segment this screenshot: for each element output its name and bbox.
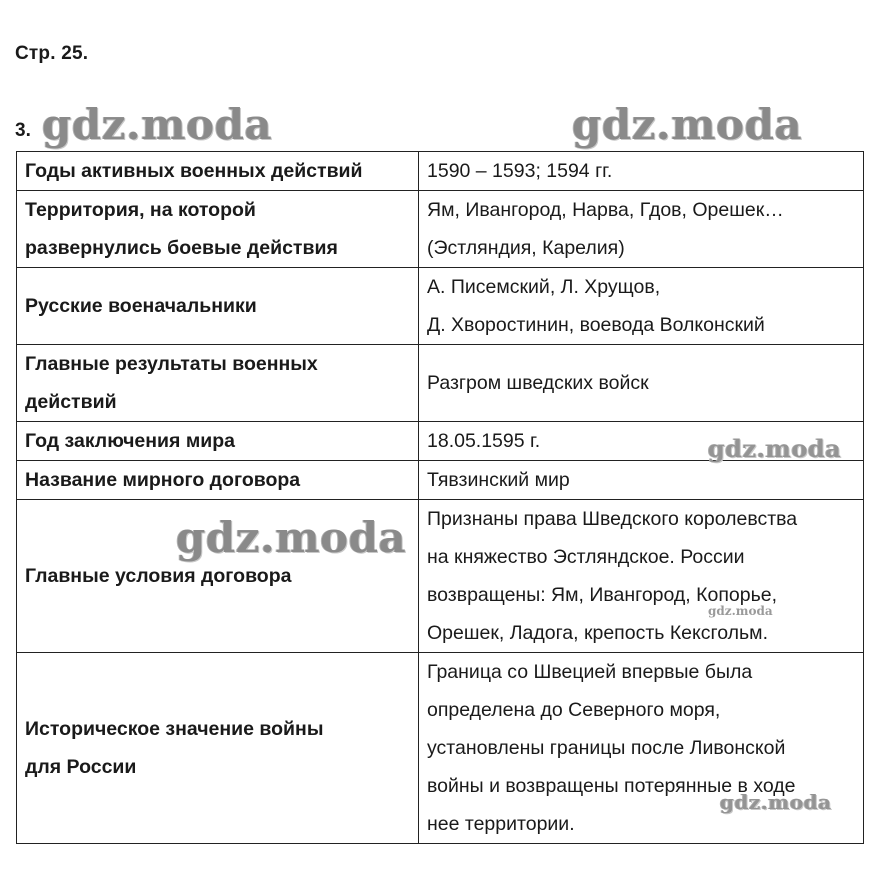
- row-value-line: Граница со Швецией впервые была: [427, 661, 753, 683]
- watermark: gdz.moda: [176, 513, 407, 562]
- row-value-line: установлены границы после Ливонской: [427, 737, 786, 759]
- row-label-line: развернулись боевые действия: [25, 237, 338, 259]
- row-value-line: А. Писемский, Л. Хрущов,: [427, 276, 661, 298]
- row-value: 1590 – 1593; 1594 гг.: [419, 152, 864, 191]
- row-value-line: Орешек, Ладога, крепость Кексгольм.: [427, 622, 768, 644]
- row-label: Название мирного договора: [17, 461, 419, 500]
- row-value-line: Д. Хворостинин, воевода Волконский: [427, 314, 765, 336]
- row-label-line: для России: [25, 756, 137, 778]
- row-label: Год заключения мира: [17, 422, 419, 461]
- row-value-line: Ям, Ивангород, Нарва, Гдов, Орешек…: [427, 199, 784, 221]
- table-row: [17, 500, 864, 653]
- row-value-line: на княжество Эстляндское. России: [427, 546, 745, 568]
- row-label-line: Историческое значение войны: [25, 718, 324, 740]
- task-number: 3.: [15, 120, 31, 141]
- row-label: Годы активных военных действий: [17, 152, 419, 191]
- row-value-line: нее территории.: [427, 813, 575, 835]
- watermark: gdz.moda: [42, 100, 273, 149]
- watermark: gdz.moda: [572, 100, 803, 149]
- table-row: [17, 461, 864, 500]
- row-label: [17, 345, 419, 422]
- row-label: [17, 191, 419, 268]
- watermark: gdz.moda: [708, 434, 842, 463]
- watermark: gdz.moda: [708, 604, 773, 618]
- row-value: 18.05.1595 г.: [419, 422, 864, 461]
- row-label: Русские военачальники: [17, 268, 419, 345]
- row-label-line: действий: [25, 391, 117, 413]
- page-label: Стр. 25.: [15, 43, 89, 64]
- row-label-line: Главные результаты военных: [25, 353, 318, 375]
- row-value-line: Признаны права Шведского королевства: [427, 508, 798, 530]
- row-value: Тявзинский мир: [419, 461, 864, 500]
- row-value: [419, 500, 864, 653]
- row-value: [419, 268, 864, 345]
- row-value-line: определена до Северного моря,: [427, 699, 721, 721]
- row-value: [419, 653, 864, 844]
- table-row: [17, 191, 864, 268]
- table-row: [17, 653, 864, 844]
- row-label-line: Территория, на которой: [25, 199, 256, 221]
- row-value-line: возвращены: Ям, Ивангород, Копорье,: [427, 584, 778, 606]
- row-value-line: войны и возвращены потерянные в ходе: [427, 775, 796, 797]
- row-value: [419, 191, 864, 268]
- row-label: Главные условия договора: [17, 500, 419, 653]
- table-row: [17, 152, 864, 191]
- table-row: [17, 345, 864, 422]
- row-value-line: (Эстляндия, Карелия): [427, 237, 625, 259]
- table-row: [17, 268, 864, 345]
- watermark: gdz.moda: [720, 790, 832, 814]
- answer-table: [16, 151, 864, 844]
- row-value: Разгром шведских войск: [419, 345, 864, 422]
- row-label: [17, 653, 419, 844]
